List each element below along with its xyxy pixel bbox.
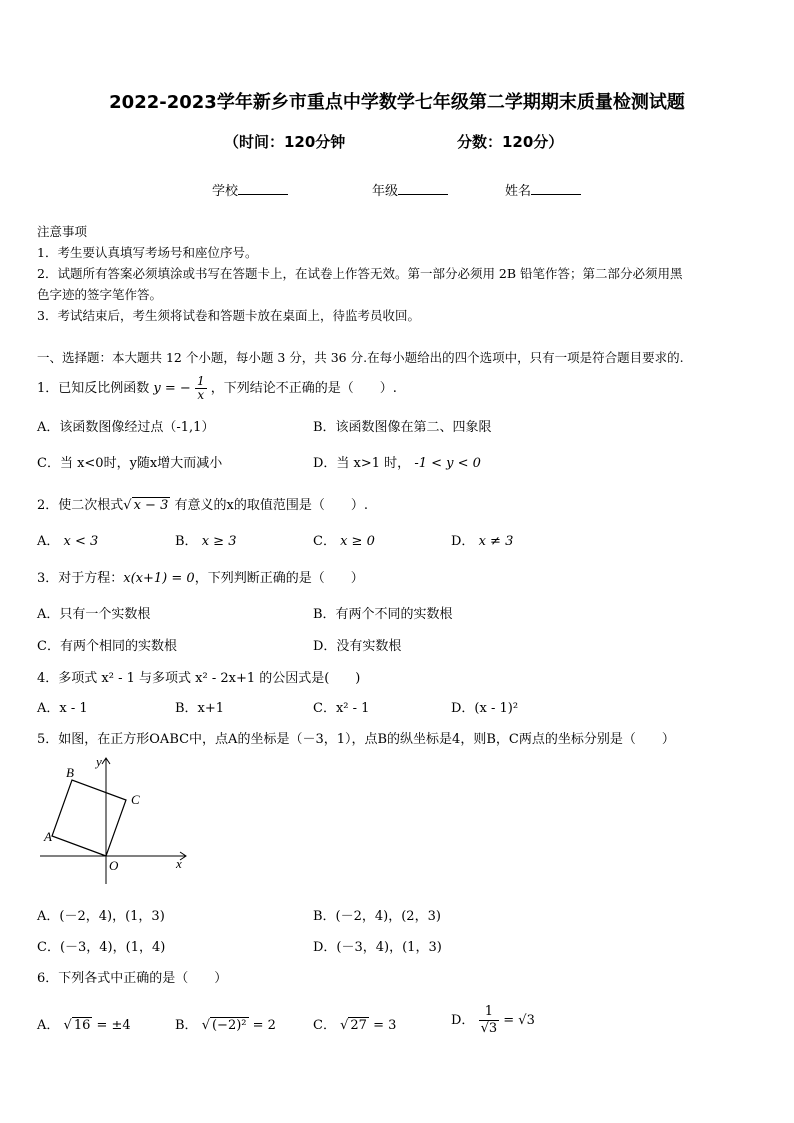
grade-field [372, 180, 448, 199]
q2-b-math: x ≥ 3 [201, 534, 237, 549]
q5-option-c: C．(－3，4)，(1，4) [37, 940, 166, 955]
school-field [212, 180, 288, 199]
q1-option-b: B．该函数图像在第二、四象限 [313, 420, 492, 435]
q1-den: x [197, 388, 205, 402]
exam-title: 2022-2023学年新乡市重点中学数学七年级第二学期期末质量检测试题 [109, 92, 685, 113]
q1-option-d-math: -1 < y < 0 [414, 456, 481, 471]
q2-a-math: x < 3 [63, 534, 99, 549]
q2-option-a [37, 530, 98, 549]
q2-post: 有意义的x的取值范围是（ ）. [174, 498, 368, 513]
q5-option-a: A．(－2，4)，(1，3) [37, 909, 165, 924]
q4-option-b: B．x+1 [175, 701, 225, 716]
question-2: 2．使二次根式√ x − 3 有意义的x的取值范围是（ ）. [37, 498, 368, 513]
question-3 [37, 567, 364, 586]
q6-a-label: A． [37, 1018, 60, 1033]
exam-time: （时间：120分钟 [224, 133, 346, 151]
notice-item-2b: 色字迹的签字笔作答。 [37, 287, 163, 302]
q3-pre: 3．对于方程： [37, 571, 124, 586]
q5-figure [36, 752, 191, 892]
q3-option-d: D．没有实数根 [313, 639, 402, 654]
label-y: y [96, 754, 102, 769]
q6-d-den: √3 [480, 1021, 498, 1036]
label-a: A [44, 829, 52, 844]
q2-c-math: x ≥ 0 [340, 534, 375, 549]
q2-d-label: D． [451, 534, 475, 549]
question-1 [37, 375, 397, 402]
q6-b-rest: = 2 [252, 1018, 276, 1033]
label-b: B [66, 765, 74, 780]
q1-pre: 1．已知反比例函数 [37, 381, 150, 396]
q6-c-radicand: 27 [350, 1018, 367, 1033]
q4-option-d: D．(x - 1)² [451, 701, 519, 716]
q6-a-rest: = ±4 [96, 1018, 131, 1033]
q1-num: 1 [196, 374, 205, 388]
q6-b-radicand: (−2)² [211, 1018, 247, 1033]
notice-item-1: 1．考生要认真填写考场号和座位序号。 [37, 245, 258, 260]
q6-b-label: B． [175, 1018, 198, 1033]
q3-option-b: B．有两个不同的实数根 [313, 607, 453, 622]
q2-a-label: A． [37, 534, 60, 549]
name-label: 姓名 [505, 184, 532, 199]
q1-option-d-text: D．当 x>1 时， [313, 456, 411, 471]
q2-option-c [313, 530, 375, 549]
q6-d-num: 1 [479, 1004, 500, 1021]
notice-item-3: 3．考试结束后，考生须将试卷和答题卡放在桌面上，待监考员收回。 [37, 308, 420, 323]
question-4: 4．多项式 x² - 1 与多项式 x² - 2x+1 的公因式是( ) [37, 671, 361, 686]
q3-option-c: C．有两个相同的实数根 [37, 639, 177, 654]
label-x: x [176, 856, 182, 871]
q2-option-d [451, 530, 513, 549]
q1-fraction [195, 375, 207, 402]
q6-option-d [451, 1004, 535, 1037]
q2-pre: 2．使二次根式 [37, 498, 124, 513]
q5-option-d: D．(－3，4)，(1，3) [313, 940, 442, 955]
q6-option-c: C． √ 27 = 3 [313, 1018, 397, 1033]
q4-option-a: A．x - 1 [37, 701, 88, 716]
q5-option-b: B．(－2，4)，(2，3) [313, 909, 441, 924]
q1-option-a: A．该函数图像经过点（-1,1） [37, 420, 215, 435]
label-c: C [131, 792, 140, 807]
name-blank [531, 182, 581, 195]
notice-heading: 注意事项 [37, 224, 88, 239]
q1-option-d [313, 452, 481, 471]
q2-d-math: x ≠ 3 [478, 534, 514, 549]
q2-option-b [175, 530, 236, 549]
question-6: 6．下列各式中正确的是（ ） [37, 971, 228, 986]
q2-c-label: C． [313, 534, 336, 549]
q6-d-rest: = √3 [503, 1013, 535, 1028]
q1-post: ，下列结论不正确的是（ ）. [210, 381, 397, 396]
school-blank [238, 182, 288, 195]
question-5: 5．如图，在正方形OABC中，点A的坐标是（－3，1），点B的纵坐标是4，则B，C两点的坐标分别是（ ） [37, 732, 675, 747]
q3-option-a: A．只有一个实数根 [37, 607, 151, 622]
q2-radicand: x − 3 [133, 498, 169, 513]
q1-option-c: C．当 x<0时，y随x增大而减小 [37, 456, 223, 471]
q2-b-label: B． [175, 534, 198, 549]
exam-score: 分数：120分） [457, 133, 564, 151]
q6-c-label: C． [313, 1018, 336, 1033]
q6-option-a: A． √ 16 = ±4 [37, 1018, 131, 1033]
square-oabc [52, 780, 126, 856]
q6-d-label: D． [451, 1013, 475, 1028]
q6-option-b: B． √ (−2)² = 2 [175, 1018, 276, 1033]
q3-post: ，下列判断正确的是（ ） [194, 571, 364, 586]
q1-expr: y = − [153, 381, 191, 396]
school-label: 学校 [212, 184, 239, 199]
grade-label: 年级 [372, 184, 399, 199]
grade-blank [398, 182, 448, 195]
label-o: O [109, 858, 119, 873]
q6-d-fraction [479, 1004, 500, 1037]
q6-a-radicand: 16 [73, 1018, 91, 1033]
q3-equation: x(x+1) = 0 [123, 571, 195, 586]
q6-c-rest: = 3 [373, 1018, 397, 1033]
section-heading: 一、选择题：本大题共 12 个小题，每小题 3 分，共 36 分.在每小题给出的四个选项中，只有一项是符合题目要求的. [37, 350, 684, 365]
notice-item-2a: 2．试题所有答案必须填涂或书写在答题卡上，在试卷上作答无效。第一部分必须用 2B 铅笔作答；第二部分必须用黑 [37, 266, 683, 281]
q4-option-c: C．x² - 1 [313, 701, 370, 716]
name-field [505, 180, 581, 199]
